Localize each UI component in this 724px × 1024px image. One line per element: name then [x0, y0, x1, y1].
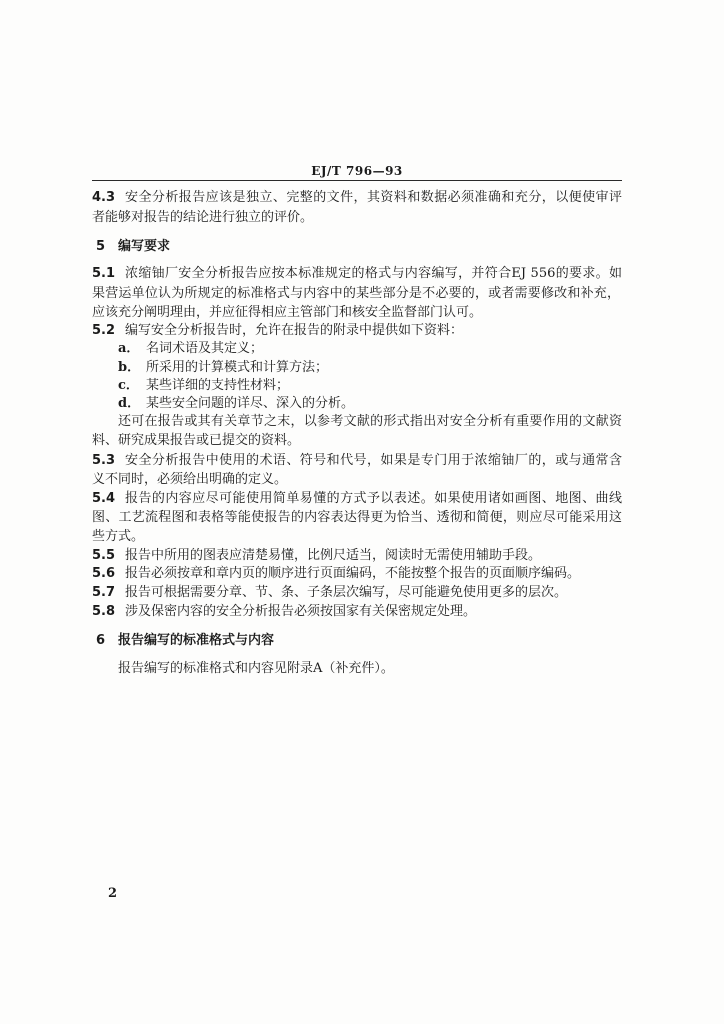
list-item-a: 名词术语及其定义； [146, 341, 264, 356]
clause-5-2-line-1: 编写安全分析报告时，允许在报告的附录中提供如下资料： [125, 323, 464, 338]
list-item-label-d: d． [118, 396, 141, 411]
clause-5-3-line-1: 安全分析报告中使用的术语、符号和代号，如果是专门用于浓缩铀厂的，或与通常含 [125, 453, 622, 468]
list-item-d: 某些安全问题的详尽、深入的分析。 [146, 396, 355, 411]
clause-5-1-line-2: 果营运单位认为所规定的标准格式与内容中的某些部分是不必要的，或者需要修改和补充， [92, 286, 620, 301]
section-5-title: 编写要求 [118, 239, 171, 254]
clause-5-2-note-line-2: 料、研究成果报告或已提交的资料。 [92, 433, 301, 448]
clause-5-3-line-2: 义不同时，必须给出明确的定义。 [92, 472, 288, 487]
clause-number-5-3: 5.3 [92, 453, 116, 468]
clause-5-1-line-1: 浓缩铀厂安全分析报告应按本标准规定的格式与内容编写，并符合EJ 556的要求。如 [125, 266, 622, 281]
clause-number-5-8: 5.8 [92, 604, 116, 619]
clause-number-5-6: 5.6 [92, 566, 116, 581]
clause-number-5-4: 5.4 [92, 491, 116, 506]
clause-5-4-line-3: 些方式。 [92, 529, 145, 544]
clause-5-2-note-line-1: 还可在报告或其有关章节之末，以参考文献的形式指出对安全分析有重要作用的文献资 [118, 414, 622, 429]
clause-number-5-2: 5.2 [92, 323, 116, 338]
clause-5-1-line-3: 应该充分阐明理由，并应征得相应主管部门和核安全监督部门认可。 [92, 305, 483, 320]
section-5-number: 5 [96, 239, 106, 254]
section-6-title: 报告编写的标准格式与内容 [118, 633, 275, 648]
clause-4-3-line-1: 安全分析报告应该是独立、完整的文件，其资料和数据必须准确和充分，以便使审评 [125, 190, 622, 205]
clause-5-7-line-1: 报告可根据需要分章、节、条、子条层次编写，尽可能避免使用更多的层次。 [125, 585, 568, 600]
clause-4-3-line-2: 者能够对报告的结论进行独立的评价。 [92, 210, 314, 225]
clause-5-5-line-1: 报告中所用的图表应清楚易懂，比例尺适当，阅读时无需使用辅助手段。 [125, 548, 542, 563]
clause-number-5-5: 5.5 [92, 548, 116, 563]
clause-5-8-line-1: 涉及保密内容的安全分析报告必须按国家有关保密规定处理。 [125, 604, 477, 619]
list-item-label-c: c． [118, 378, 139, 393]
clause-number-5-1: 5.1 [92, 266, 116, 281]
section-6-number: 6 [96, 633, 106, 648]
clause-5-4-line-2: 图、工艺流程图和表格等能使报告的内容表达得更为恰当、透彻和简便，则应尽可能采用这 [92, 510, 622, 525]
clause-number-4-3: 4.3 [92, 190, 116, 205]
section-6-line-1: 报告编写的标准格式和内容见附录A（补充件）。 [118, 661, 394, 676]
list-item-label-b: b． [118, 360, 141, 375]
clause-5-6-line-1: 报告必须按章和章内页的顺序进行页面编码，不能按整个报告的页面顺序编码。 [125, 566, 581, 581]
clause-5-4-line-1: 报告的内容应尽可能使用简单易懂的方式予以表述。如果使用诸如画图、地图、曲线 [125, 491, 622, 506]
page-number: 2 [108, 886, 118, 901]
list-item-label-a: a． [118, 341, 140, 356]
clause-number-5-7: 5.7 [92, 585, 116, 600]
document-code-header: EJ/T 796—93 [311, 164, 403, 178]
list-item-b: 所采用的计算模式和计算方法； [146, 360, 329, 375]
list-item-c: 某些详细的支持性材料； [146, 378, 290, 393]
header-rule [92, 180, 622, 181]
